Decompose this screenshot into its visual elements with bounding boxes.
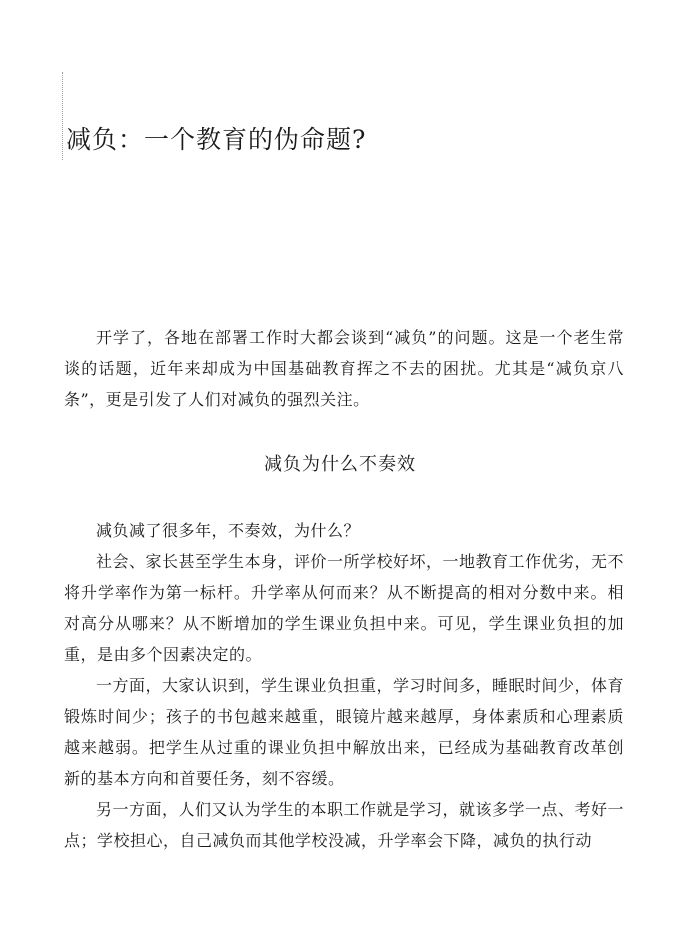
body-paragraph: 减负减了很多年，不奏效，为什么？ bbox=[96, 521, 361, 540]
intro-paragraph: 开学了，各地在部署工作时大都会谈到“减负”的问题。这是一个老生常谈的话题，近年来却成为中国基础教育挥之不去的困扰。尤其是“减负京八条”，更是引发了人们对减负的强烈关注。 bbox=[64, 328, 624, 409]
body-paragraph: 一方面，大家认识到，学生课业负担重，学习时间多，睡眠时间少，体育锻炼时间少；孩子的书包越来越重，眼镜片越来越厚，身体素质和心理素质越来越弱。把学生从过重的课业负担中解放出来，已经成为基础教育改革创新的基本方向和首要任务，刻不容缓。 bbox=[64, 676, 625, 788]
body-paragraph: 社会、家长甚至学生本身，评价一所学校好坏，一地教育工作优劣，无不将升学率作为第一标杆。升学率从何而来？从不断提高的相对分数中来。相对高分从哪来？从不断增加的学生课业负担中来。可见，学生课业负担的加重，是由多个因素决定的。 bbox=[64, 552, 625, 664]
section-body bbox=[64, 515, 624, 856]
section-heading: 减负为什么不奏效 bbox=[264, 454, 416, 475]
margin-rule bbox=[62, 72, 63, 160]
document-title: 减负：一个教育的伪命题? bbox=[66, 125, 367, 154]
intro-section bbox=[64, 322, 624, 415]
body-paragraph: 另一方面，人们又认为学生的本职工作就是学习，就该多学一点、考好一点；学校担心，自己减负而其他学校没减，升学率会下降，减负的执行动 bbox=[64, 800, 625, 850]
